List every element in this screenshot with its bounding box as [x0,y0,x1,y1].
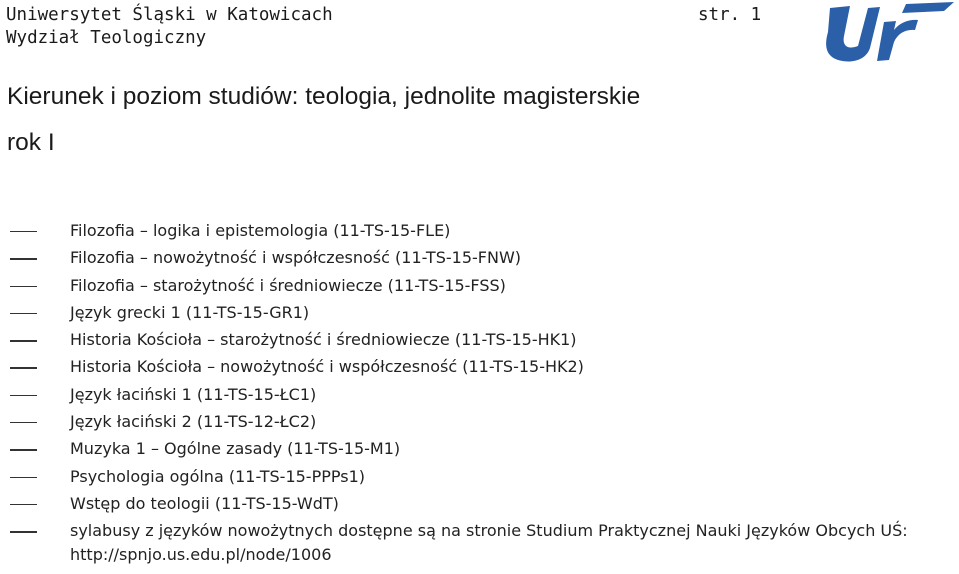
course-label: Filozofia – nowożytność i współczesność (11-TS-15-FNW) [70,248,521,268]
dash-bullet-icon [10,395,37,396]
university-name: Uniwersytet Śląski w Katowicach [6,5,333,25]
course-label: Język grecki 1 (11-TS-15-GR1) [70,302,310,322]
document-header [6,4,333,50]
dash-bullet-icon [10,313,37,314]
dash-bullet-icon [10,531,37,532]
course-label: Muzyka 1 – Ogólne zasady (11-TS-15-M1) [70,439,401,459]
course-label: Język łaciński 1 (11-TS-15-ŁC1) [70,384,317,404]
dash-bullet-icon [10,340,37,341]
dash-bullet-icon [10,449,37,450]
course-label: Psychologia ogólna (11-TS-15-PPPs1) [70,466,365,486]
page-title: Kierunek i poziom studiów: teologia, jednolite magisterskie [7,83,641,110]
language-syllabus-note: sylabusy z języków nowożytnych dostępne są na stronie Studium Praktycznej Nauki Języków Obcych UŚ: http://spnjo.us.edu.pl/node/1006 [70,521,908,565]
dash-bullet-icon [10,504,37,505]
dash-bullet-icon [10,477,37,478]
course-label: Historia Kościoła – starożytność i średniowiecze (11-TS-15-HK1) [70,330,577,350]
faculty-name: Wydział Teologiczny [6,28,207,48]
page-number: str. 1 [698,5,762,25]
course-label: Filozofia – starożytność i średniowiecze (11-TS-15-FSS) [70,275,506,295]
study-year: rok I [7,129,55,156]
dash-bullet-icon [10,258,37,259]
dash-bullet-icon [10,286,37,287]
course-label: Język łaciński 2 (11-TS-12-ŁC2) [70,412,317,432]
course-label: Wstęp do teologii (11-TS-15-WdT) [70,493,339,513]
university-logo-icon [822,2,956,64]
course-label: Filozofia – logika i epistemologia (11-TS-15-FLE) [70,221,451,240]
dash-bullet-icon [10,231,37,232]
course-label: Historia Kościoła – nowożytność i współczesność (11-TS-15-HK2) [70,357,584,377]
dash-bullet-icon [10,422,37,423]
dash-bullet-icon [10,367,37,368]
